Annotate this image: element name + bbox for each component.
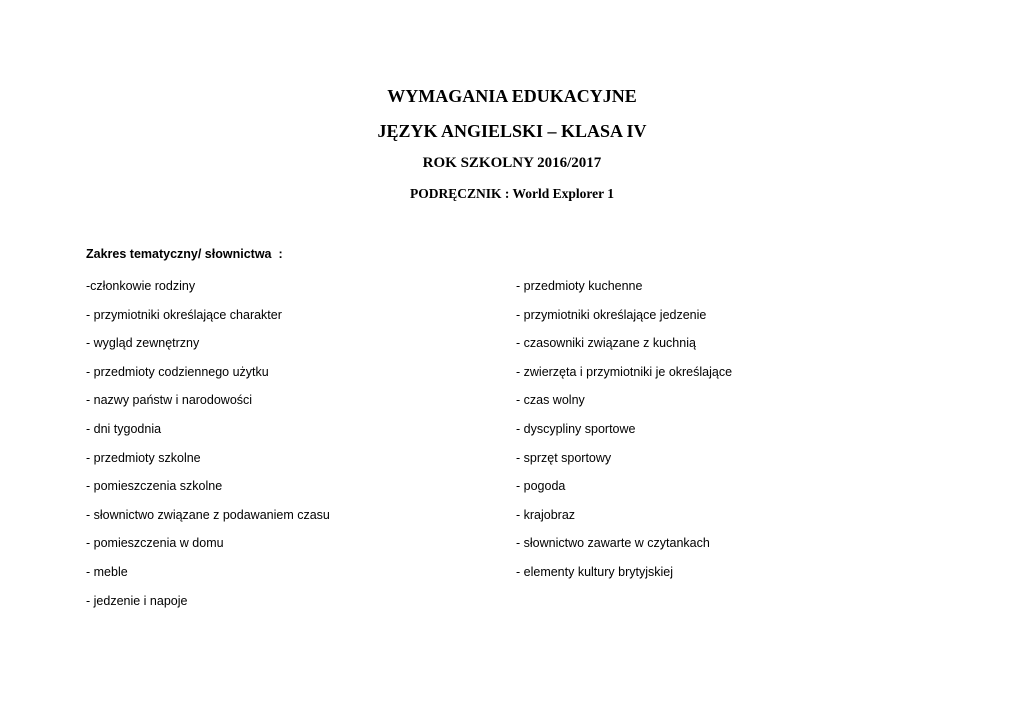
list-item: - krajobraz (516, 507, 576, 522)
subject-title: JĘZYK ANGIELSKI – KLASA IV (377, 121, 647, 141)
list-item: - sprzęt sportowy (516, 450, 612, 465)
topics-heading: Zakres tematyczny/ słownictwa : (86, 247, 283, 261)
list-item: - przedmioty codziennego użytku (86, 364, 269, 379)
list-item: - słownictwo zawarte w czytankach (516, 536, 710, 551)
list-item: - czasowniki związane z kuchnią (516, 336, 696, 351)
list-item: - zwierzęta i przymiotniki je określające (516, 364, 733, 379)
list-item: - elementy kultury brytyjskiej (516, 564, 673, 579)
list-item: - pogoda (516, 479, 566, 494)
list-item: - dyscypliny sportowe (516, 421, 636, 436)
list-item: - przymiotniki określające jedzenie (516, 307, 707, 322)
list-item: - słownictwo związane z podawaniem czasu (86, 507, 330, 522)
list-item: -członkowie rodziny (86, 279, 196, 293)
topics-left-list (86, 277, 330, 620)
list-item: - meble (86, 564, 128, 579)
list-item: - dni tygodnia (86, 421, 162, 436)
list-item: - wygląd zewnętrzny (86, 336, 200, 351)
list-item: - przedmioty kuchenne (516, 279, 643, 293)
list-item: - przedmioty szkolne (86, 450, 201, 465)
textbook-line: PODRĘCZNIK : World Explorer 1 (409, 186, 615, 201)
list-item: - jedzenie i napoje (86, 593, 188, 608)
school-year: ROK SZKOLNY 2016/2017 (422, 155, 602, 171)
document-title: WYMAGANIA EDUKACYJNE (387, 86, 637, 106)
list-item: - przymiotniki określające charakter (86, 307, 282, 322)
list-item: - nazwy państw i narodowości (86, 393, 253, 408)
list-item: - czas wolny (516, 393, 585, 408)
list-item: - pomieszczenia szkolne (86, 479, 223, 494)
topics-right-list (516, 277, 732, 592)
list-item: - pomieszczenia w domu (86, 536, 224, 551)
